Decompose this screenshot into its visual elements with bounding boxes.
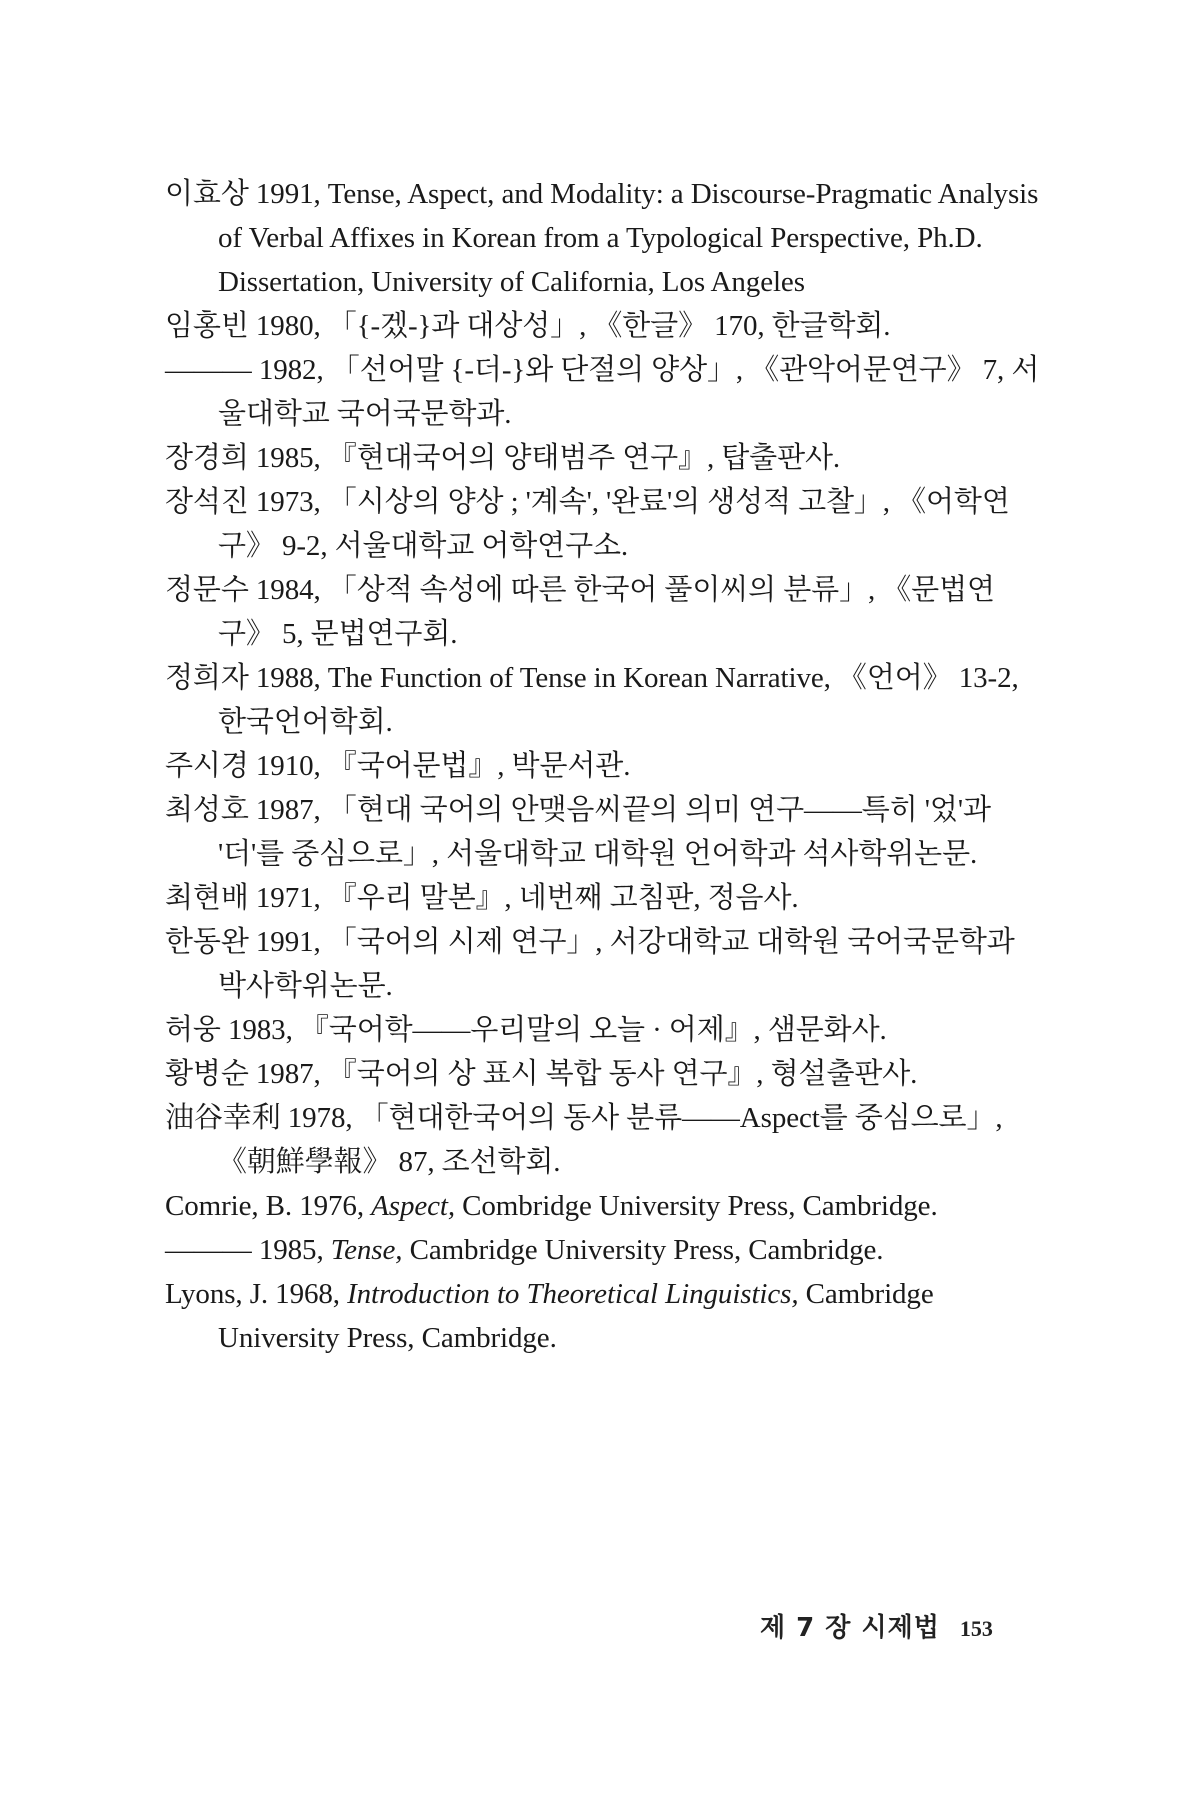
reference-entry: 최성호 1987, 「현대 국어의 안맺음씨끝의 의미 연구——특히 '었'과 '더'를 중심으로」, 서울대학교 대학원 언어학과 석사학위논문. bbox=[165, 794, 991, 870]
reference-entry: 이효상 1991, Tense, Aspect, and Modality: a Discourse-Pragmatic Analysis of Verbal Affixes in Korean from a Typological Perspective, Ph.D. Dissertation, University of California, Los Angeles bbox=[165, 178, 1039, 298]
reference-suffix: Cambridge University Press, Cambridge. bbox=[218, 1278, 934, 1354]
reference-title: Introduction to Theoretical Linguistics, bbox=[347, 1278, 799, 1310]
reference-entry: 장경희 1985, 『현대국어의 양태범주 연구』, 탑출판사. bbox=[165, 442, 841, 474]
reference-title: Tense, bbox=[330, 1234, 403, 1266]
chapter-title: 제 7 장 시제법 bbox=[760, 1613, 940, 1643]
reference-entry: 임홍빈 1980, 「{-겠-}과 대상성」, 《한글》 170, 한글학회. bbox=[165, 310, 891, 342]
reference-entry: 정희자 1988, The Function of Tense in Korean Narrative, 《언어》 13-2, 한국언어학회. bbox=[165, 662, 1019, 738]
reference-prefix: ——— 1985, bbox=[165, 1234, 331, 1266]
reference-entry: 油谷幸利 1978, 「현대한국어의 동사 분류——Aspect를 중심으로」, 《朝鮮學報》 87, 조선학회. bbox=[165, 1102, 1003, 1178]
reference-prefix: Comrie, B. 1976, bbox=[165, 1190, 372, 1222]
reference-entry: 허웅 1983, 『국어학——우리말의 오늘 · 어제』, 샘문화사. bbox=[165, 1014, 887, 1046]
reference-entry bbox=[165, 1272, 1045, 1360]
reference-title: Aspect, bbox=[371, 1190, 455, 1222]
page-number: 153 bbox=[959, 1616, 993, 1641]
reference-entry: 장석진 1973, 「시상의 양상 ; '계속', '완료'의 생성적 고찰」, 《어학연구》 9-2, 서울대학교 어학연구소. bbox=[165, 486, 1010, 562]
reference-entry: 최현배 1971, 『우리 말본』, 네번째 고침판, 정음사. bbox=[165, 882, 799, 914]
reference-entry bbox=[165, 1228, 1045, 1272]
reference-list bbox=[165, 172, 1045, 1360]
reference-entry: 황병순 1987, 『국어의 상 표시 복합 동사 연구』, 형설출판사. bbox=[165, 1058, 918, 1090]
reference-entry: 주시경 1910, 『국어문법』, 박문서관. bbox=[165, 750, 631, 782]
page-footer bbox=[760, 1608, 1050, 1648]
reference-entry bbox=[165, 1184, 1045, 1228]
reference-entry: 한동완 1991, 「국어의 시제 연구」, 서강대학교 대학원 국어국문학과 박사학위논문. bbox=[165, 926, 1015, 1002]
reference-suffix: Combridge University Press, Cambridge. bbox=[455, 1190, 938, 1222]
reference-prefix: Lyons, J. 1968, bbox=[165, 1278, 348, 1310]
reference-entry: 정문수 1984, 「상적 속성에 따른 한국어 풀이씨의 분류」, 《문법연구》 5, 문법연구회. bbox=[165, 574, 995, 650]
reference-suffix: Cambridge University Press, Cambridge. bbox=[402, 1234, 884, 1266]
reference-entry: ——— 1982, 「선어말 {-더-}와 단절의 양상」, 《관악어문연구》 7, 서울대학교 국어국문학과. bbox=[165, 354, 1040, 430]
